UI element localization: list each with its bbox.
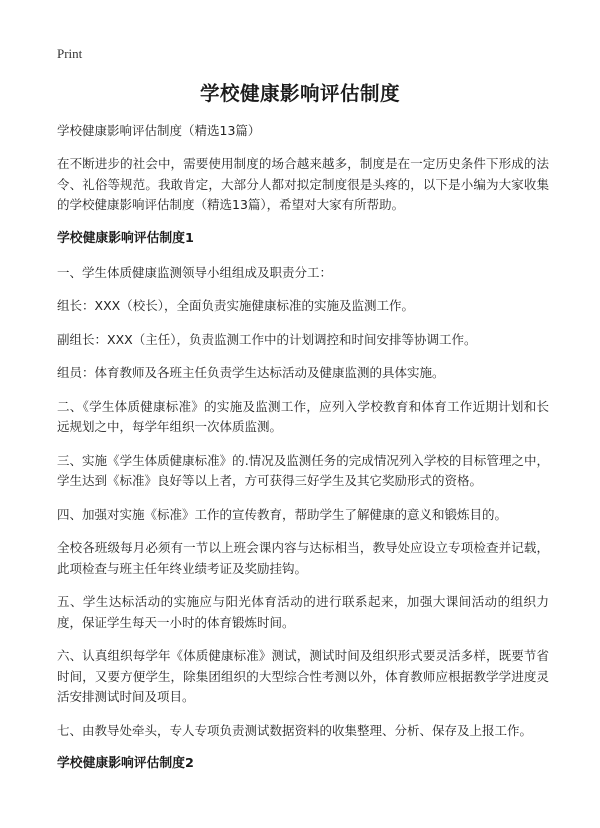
print-link[interactable]: Print — [57, 46, 83, 61]
paragraph: 六、认真组织每学年《体质健康标准》测试，测试时间及组织形式要灵活多样，既要节省时间，又要方便学生，除集团组织的大型综合性考测以外，体育教师应根据教学学进度灵活安排测试时间及项目。 — [57, 648, 549, 704]
paragraph: 四、加强对实施《标准》工作的宣传教育，帮助学生了解健康的意义和锻炼目的。 — [57, 506, 508, 522]
paragraph: 三、实施《学生体质健康标准》的.情况及监测任务的完成情况列入学校的目标管理之中，学生达到《标准》良好等以上者，方可获得三好学生及其它奖励形式的资格。 — [57, 452, 549, 488]
paragraph: 组员：体育教师及各班主任负责学生达标活动及健康监测的具体实施。 — [57, 365, 445, 380]
paragraph: 二、《学生体质健康标准》的实施及监测工作，应列入学校教育和体育工作近期计划和长远规划之中，每学年组织一次体质监测。 — [57, 398, 549, 434]
document-body — [57, 121, 549, 788]
paragraph: 全校各班级每月必须有一节以上班会课内容与达标相当，教导处应设立专项检查并记载，此项检查与班主任年终业绩考证及奖励挂钩。 — [57, 540, 549, 576]
paragraph: 组长：XXX（校长），全面负责实施健康标准的实施及监测工作。 — [57, 298, 414, 313]
document-subtitle: 学校健康影响评估制度（精选13篇） — [57, 123, 261, 138]
paragraph: 副组长：XXX（主任），负责监测工作中的计划调控和时间安排等协调工作。 — [57, 331, 477, 347]
paragraph: 五、学生达标活动的实施应与阳光体育活动的进行联系起来，加强大课间活动的组织力度，保证学生每天一小时的体育锻炼时间。 — [57, 594, 549, 630]
paragraph: 七、由教导处牵头，专人专项负责测试数据资料的收集整理、分析、保存及上报工作。 — [57, 722, 533, 738]
section-heading-2: 学校健康影响评估制度2 — [57, 756, 194, 771]
paragraph: 一、学生体质健康监测领导小组组成及职责分工： — [57, 264, 333, 280]
section-heading-1: 学校健康影响评估制度1 — [57, 230, 194, 246]
page-title: 学校健康影响评估制度 — [199, 82, 400, 105]
intro-paragraph: 在不断进步的社会中，需要使用制度的场合越来越多，制度是在一定历史条件下形成的法令、礼俗等规范。我敢肯定，大部分人都对拟定制度很是头疼的，以下是小编为大家收集的学校健康影响评估制度（精选13篇），希望对大家有所帮助。 — [57, 156, 549, 212]
